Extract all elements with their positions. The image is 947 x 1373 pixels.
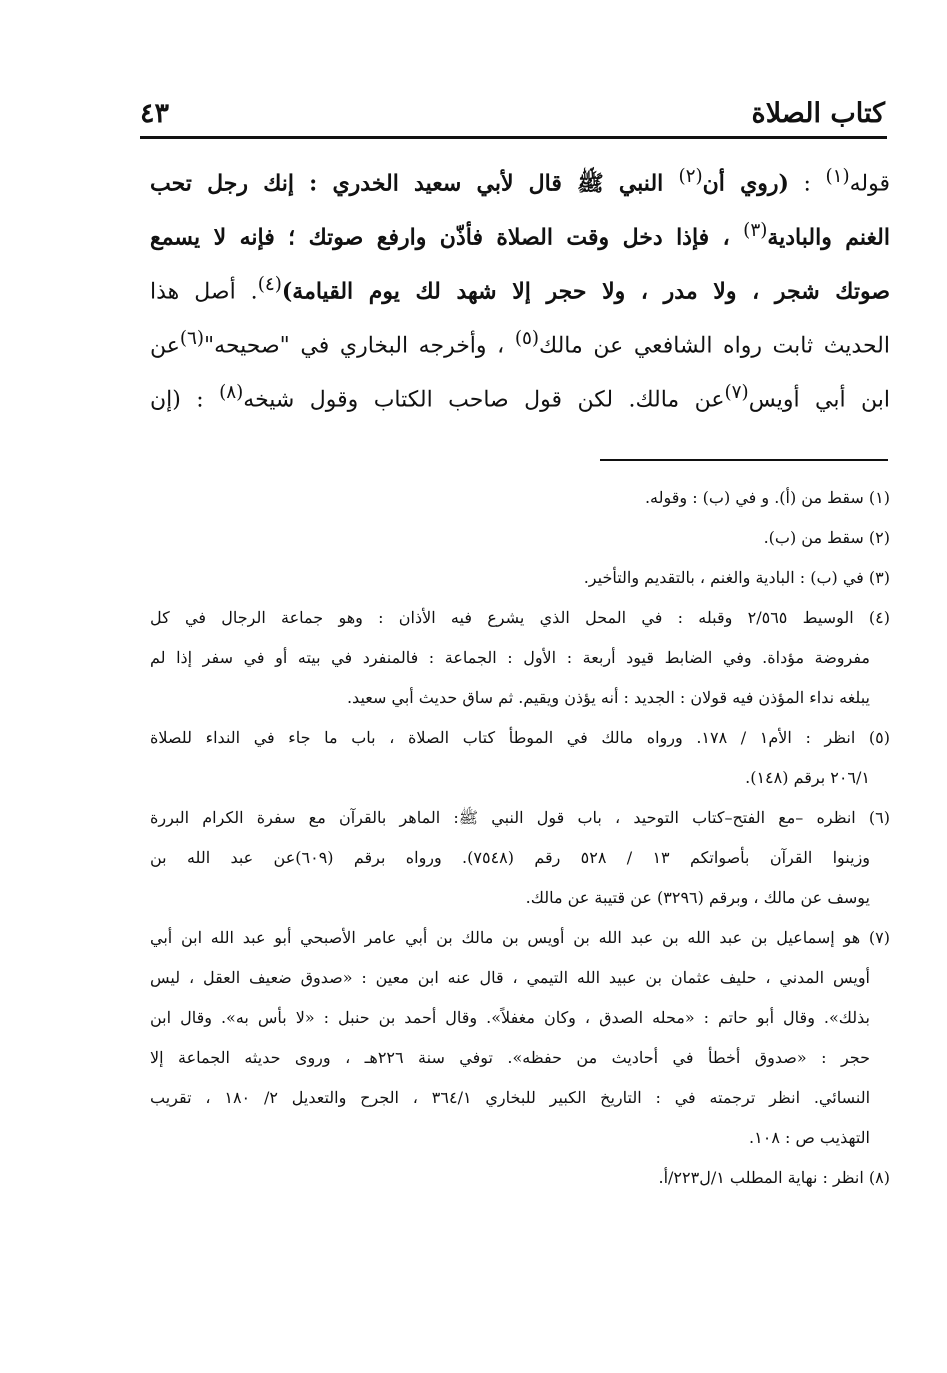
body-line-4 bbox=[150, 312, 890, 366]
body-segment: : (إن bbox=[150, 387, 220, 413]
footnote-ref: (٢) bbox=[678, 166, 703, 187]
body-line-3 bbox=[150, 258, 890, 312]
body-segment: عن bbox=[150, 333, 180, 359]
body-line-1 bbox=[150, 150, 890, 204]
footnote-ref: (٥) bbox=[514, 328, 540, 349]
footnote-divider bbox=[600, 459, 888, 461]
footnote-4-line: (٤) الوسيط ٢/٥٦٥ وقبله : في المحل الذي يشرع فيه الأذان : وهو جماعة الرجال في كل bbox=[150, 608, 890, 627]
header-divider bbox=[140, 136, 887, 139]
footnote-8: (٨) انظر : نهاية المطلب ١/ل٢٢٣/أ. bbox=[658, 1168, 890, 1187]
body-segment: قوله bbox=[849, 171, 890, 197]
footnote-ref: (١) bbox=[825, 166, 850, 187]
footnotes bbox=[150, 478, 890, 1198]
footnote-ref: (٧) bbox=[724, 382, 749, 403]
footnote-ref: (٤) bbox=[257, 274, 282, 295]
body-line-5 bbox=[150, 366, 890, 420]
page-number: ٤٣ bbox=[140, 98, 170, 129]
footnote-ref: (٣) bbox=[743, 220, 768, 241]
footnote-4-line: مفروضة مؤداة. وفي الضابط قيود أربعة : الأول : الجماعة : فالمنفرد في بيته أو في سفر إذا لم bbox=[150, 648, 870, 667]
footnote-7-line: (٧) هو إسماعيل بن عبد الله بن عبد الله بن أويس بن مالك بن أبي عامر الأصبحي أبو عبد الله ابن أبي bbox=[150, 928, 890, 947]
quoted-text: النبي ﷺ قال لأبي سعيد الخدري : إنك رجل تحب bbox=[150, 170, 679, 197]
quoted-text: ، فإذا دخل وقت الصلاة فأذّن وارفع صوتك ؛ فإنه لا يسمع bbox=[150, 224, 744, 251]
quoted-text: صوتك شجر ، ولا مدر ، ولا حجر إلا شهد لك يوم القيامة) bbox=[281, 278, 890, 305]
footnote-ref: (٨) bbox=[219, 382, 244, 403]
footnote-1: (١) سقط من (أ). و في (ب) : وقوله. bbox=[644, 488, 890, 507]
body-line-2 bbox=[150, 204, 890, 258]
footnote-3: (٣) في (ب) : البادية والغنم ، بالتقديم والتأخير. bbox=[583, 568, 890, 587]
body-segment: الحديث ثابت رواه الشافعي عن مالك bbox=[539, 333, 890, 359]
body-segment: ابن أبي أويس bbox=[748, 387, 890, 413]
footnote-6-line: يوسف عن مالك ، وبرقم (٣٢٩٦) عن قتيبة عن مالك. bbox=[525, 888, 870, 907]
footnote-2: (٢) سقط من (ب). bbox=[763, 528, 890, 547]
chapter-title: كتاب الصلاة bbox=[751, 98, 885, 129]
quoted-text: (روي أن bbox=[702, 170, 789, 197]
footnote-7-line: النسائي. انظر ترجمته في : التاريخ الكبير للبخاري ٣٦٤/١ ، الجرح والتعديل ٢/ ١٨٠ ، تقريب bbox=[150, 1088, 871, 1107]
footnote-7-line: التهذيب ص : ١٠٨. bbox=[749, 1128, 870, 1147]
body-segment: . أصل هذا bbox=[150, 279, 258, 305]
footnote-7-line: حجر : «صدوق أخطأ في أحاديث من حفظه». توفي سنة ٢٢٦هـ ، وروى حديثه الجماعة إلا bbox=[150, 1048, 870, 1067]
main-text bbox=[150, 150, 890, 420]
body-segment: ، وأخرجه البخاري في "صحيحه" bbox=[204, 333, 515, 359]
footnote-6-line: وزينوا القرآن بأصواتكم ١٣ / ٥٢٨ رقم (٧٥٤٨). ورواه برقم (٦٠٩)عن عبد الله بن bbox=[150, 848, 871, 867]
body-segment: : bbox=[788, 171, 826, 197]
body-segment: عن مالك. لكن قول صاحب الكتاب وقول شيخه bbox=[243, 387, 725, 413]
footnote-7-line: بذلك». وقال أبو حاتم : «محله الصدق ، وكان مغفلاً». وقال أحمد بن حنبل : «لا بأس به». وقال ابن bbox=[150, 1008, 870, 1027]
footnote-5-line: (٥) انظر : الأم١ / ١٧٨. ورواه مالك في الموطأ كتاب الصلاة ، باب ما جاء في النداء للصلاة bbox=[150, 728, 890, 747]
footnote-ref: (٦) bbox=[179, 328, 205, 349]
footnote-5-line: ٢٠٦/١ برقم (١٤٨). bbox=[745, 768, 870, 787]
footnote-7-line: أويس المدني ، حليف عثمان بن عبيد الله التيمي ، قال عنه ابن معين : «صدوق ضعيف العقل ، ليس bbox=[150, 968, 870, 987]
footnote-4-line: يبلغه نداء المؤذن فيه قولان : الجديد : أنه يؤذن ويقيم. ثم ساق حديث أبي سعيد. bbox=[346, 688, 870, 707]
footnote-6-line: (٦) انظره –مع الفتح–كتاب التوحيد ، باب قول النبي ﷺ: الماهر بالقرآن مع سفرة الكرام البررة bbox=[150, 808, 890, 827]
running-header bbox=[140, 98, 885, 134]
quoted-text: الغنم والبادية bbox=[767, 224, 890, 251]
